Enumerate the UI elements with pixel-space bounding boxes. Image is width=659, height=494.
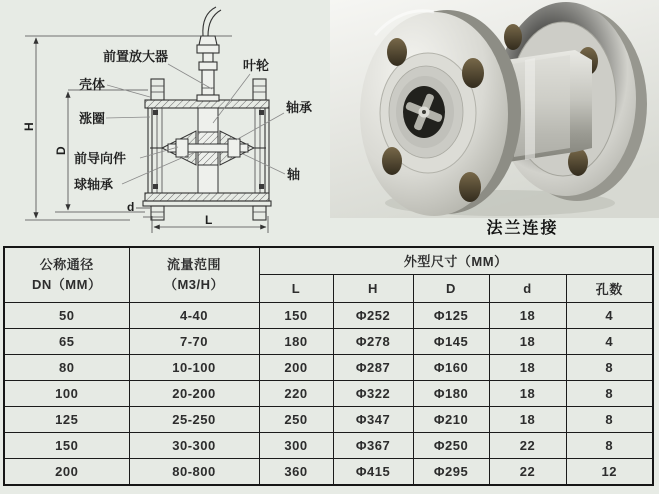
header-dn-line1: 公称通径	[39, 257, 94, 273]
flow-meter-diagram-svg	[0, 0, 330, 245]
dimension-L	[152, 213, 268, 233]
cell-L: 180	[259, 328, 333, 354]
table-row	[4, 380, 653, 406]
photo-caption: 法兰连接	[486, 220, 559, 237]
cell-d: 18	[489, 328, 566, 354]
cell-flow: 80-800	[129, 459, 259, 485]
subheader-d: d	[489, 274, 566, 302]
cell-H: Φ252	[333, 302, 413, 328]
cell-dn: 50	[4, 302, 129, 328]
label-front-guide: 前导向件	[74, 151, 127, 166]
dim-d-label: d	[127, 200, 135, 214]
cell-H: Φ415	[333, 459, 413, 485]
cell-H: Φ367	[333, 433, 413, 459]
table-row	[4, 407, 653, 433]
cell-L: 150	[259, 302, 333, 328]
leader-lines	[106, 64, 285, 184]
front-flange	[360, 10, 521, 216]
header-flow	[129, 247, 259, 302]
table-row	[4, 459, 653, 485]
dimension-d	[127, 200, 163, 217]
subheader-H: H	[333, 274, 413, 302]
label-impeller: 叶轮	[243, 58, 270, 73]
cell-d: 22	[489, 433, 566, 459]
cell-d: 22	[489, 459, 566, 485]
cell-D: Φ250	[413, 433, 489, 459]
cell-D: Φ145	[413, 328, 489, 354]
subheader-holes: 孔数	[566, 274, 653, 302]
cell-dn: 150	[4, 433, 129, 459]
cell-d: 18	[489, 302, 566, 328]
cell-flow: 20-200	[129, 380, 259, 406]
header-flow-line1: 流量范围	[166, 257, 221, 273]
label-ball-bearing: 球轴承	[74, 177, 114, 192]
cell-L: 360	[259, 459, 333, 485]
table-row	[4, 433, 653, 459]
dim-D-label: D	[54, 146, 68, 155]
header-flow-line2: （M3/H）	[163, 276, 225, 292]
cell-holes: 8	[566, 354, 653, 380]
header-dimensions: 外型尺寸（MM）	[259, 247, 653, 274]
label-expansion-ring: 涨圈	[79, 111, 106, 126]
dim-L-label: L	[205, 213, 213, 227]
subheader-L: L	[259, 274, 333, 302]
cell-L: 220	[259, 380, 333, 406]
flow-meter-diagram	[0, 0, 330, 245]
cell-D: Φ180	[413, 380, 489, 406]
cell-flow: 30-300	[129, 433, 259, 459]
table-row	[4, 302, 653, 328]
cell-flow: 4-40	[129, 302, 259, 328]
product-photo-svg	[330, 0, 659, 218]
cell-H: Φ347	[333, 407, 413, 433]
cell-flow: 25-250	[129, 407, 259, 433]
spec-table	[3, 246, 654, 486]
cell-dn: 125	[4, 407, 129, 433]
cell-H: Φ287	[333, 354, 413, 380]
cell-dn: 65	[4, 328, 129, 354]
meter-internals	[150, 108, 266, 193]
subheader-D: D	[413, 274, 489, 302]
cell-d: 18	[489, 407, 566, 433]
cell-L: 300	[259, 433, 333, 459]
table-row	[4, 354, 653, 380]
cell-H: Φ322	[333, 380, 413, 406]
cell-holes: 8	[566, 380, 653, 406]
cell-flow: 7-70	[129, 328, 259, 354]
cell-H: Φ278	[333, 328, 413, 354]
cell-holes: 4	[566, 302, 653, 328]
cell-flow: 10-100	[129, 354, 259, 380]
dim-H-label: H	[22, 122, 36, 131]
cell-holes: 8	[566, 433, 653, 459]
cell-L: 250	[259, 407, 333, 433]
cell-D: Φ160	[413, 354, 489, 380]
label-bearing: 轴承	[286, 100, 313, 115]
cell-d: 18	[489, 380, 566, 406]
header-dn-line2: DN（MM）	[32, 276, 102, 292]
cell-D: Φ295	[413, 459, 489, 485]
cell-L: 200	[259, 354, 333, 380]
cell-holes: 8	[566, 407, 653, 433]
cell-dn: 80	[4, 354, 129, 380]
cell-D: Φ210	[413, 407, 489, 433]
cell-D: Φ125	[413, 302, 489, 328]
label-housing: 壳体	[79, 77, 106, 92]
product-photo	[330, 0, 659, 218]
cell-dn: 100	[4, 380, 129, 406]
label-preamplifier: 前置放大器	[103, 49, 169, 64]
label-shaft: 轴	[287, 167, 301, 182]
cell-holes: 4	[566, 328, 653, 354]
header-dn	[4, 247, 129, 302]
cell-d: 18	[489, 354, 566, 380]
table-row	[4, 328, 653, 354]
cell-dn: 200	[4, 459, 129, 485]
cell-holes: 12	[566, 459, 653, 485]
